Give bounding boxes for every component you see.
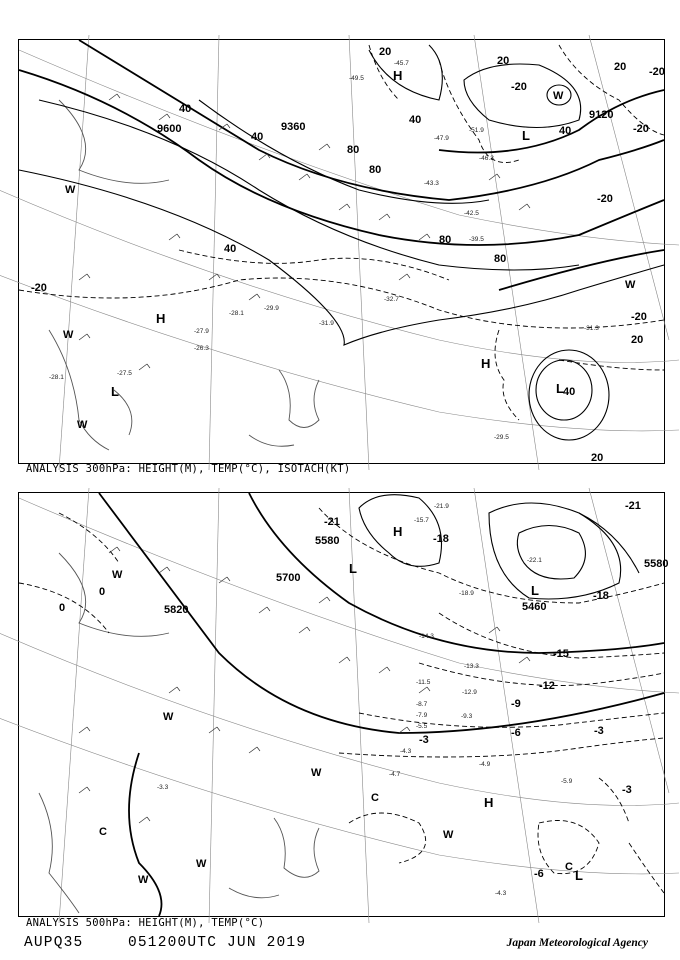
high-center-marker: H — [393, 68, 403, 83]
valid-time: 051200UTC JUN 2019 — [128, 935, 307, 951]
warm-center-marker: W — [553, 90, 564, 102]
isotach-label: 80 — [369, 164, 382, 176]
warm-center-marker: W — [196, 858, 207, 870]
temp-contour-label: -3 — [622, 784, 632, 796]
station-temp: -46.3 — [479, 155, 494, 162]
temp-contour-label: -12 — [539, 680, 555, 692]
warm-center-marker: W — [443, 829, 454, 841]
isotach-label: 20 — [379, 46, 392, 58]
temp-contour-label: -21 — [625, 500, 641, 512]
warm-center-marker: W — [77, 419, 88, 431]
graticule-lines — [0, 488, 679, 923]
station-temp: -4.3 — [400, 748, 412, 755]
warm-center-marker: W — [311, 767, 322, 779]
station-temp: -31.3 — [584, 325, 599, 332]
analysis-300hpa-map — [18, 39, 665, 464]
temp-contour-label: -20 — [597, 193, 613, 205]
high-center-marker: H — [484, 795, 494, 810]
station-temp: -4.3 — [495, 890, 507, 897]
isotach-label: 40 — [179, 103, 192, 115]
height-label-9360: 9360 — [281, 121, 306, 133]
station-temp: -29.9 — [264, 305, 279, 312]
low-center-marker: L — [522, 128, 530, 143]
high-center-marker: H — [481, 356, 491, 371]
warm-center-marker: W — [63, 329, 74, 341]
station-temp: -15.7 — [414, 517, 429, 524]
station-temp: -4.9 — [479, 761, 491, 768]
height-label-9600: 9600 — [157, 123, 182, 135]
isotach-label: 20 — [631, 334, 644, 346]
station-temp: -12.9 — [462, 689, 477, 696]
station-temp: -14.3 — [419, 633, 434, 640]
temp-contour-label: -18 — [593, 590, 609, 602]
low-center-marker: L — [111, 384, 119, 399]
low-center-marker: L — [531, 583, 539, 598]
station-temp: -47.9 — [434, 135, 449, 142]
caption-300hpa: ANALYSIS 300hPa: HEIGHT(M), TEMP(°C), ISOTACH(KT) — [26, 463, 351, 475]
isotach-label: 80 — [494, 253, 507, 265]
height-label-5580: 5580 — [315, 535, 340, 547]
station-temp: -28.1 — [229, 310, 244, 317]
station-temp: -11.5 — [416, 679, 431, 686]
agency-name: Japan Meteorological Agency — [506, 937, 648, 949]
high-center-marker: H — [156, 311, 166, 326]
chart-id: AUPQ35 — [24, 935, 84, 951]
station-temp: -5.5 — [416, 723, 428, 730]
station-temp: -21.9 — [434, 503, 449, 510]
temp-contour-label: -20 — [633, 123, 649, 135]
station-temp: -13.3 — [464, 663, 479, 670]
temp-contour-label: -20 — [511, 81, 527, 93]
isotach-label: 40 — [224, 243, 237, 255]
isotach-label: 80 — [439, 234, 452, 246]
map-500hpa-svg — [19, 493, 669, 916]
graticule-lines — [0, 35, 679, 470]
warm-center-marker: W — [625, 279, 636, 291]
station-temp: -49.5 — [349, 75, 364, 82]
caption-500hpa: ANALYSIS 500hPa: HEIGHT(M), TEMP(°C) — [26, 917, 265, 929]
station-temp: -7.9 — [416, 712, 428, 719]
cold-center-marker: C — [371, 792, 379, 804]
height-label-5700: 5700 — [276, 572, 301, 584]
station-temp: -51.9 — [469, 127, 484, 134]
station-temp: -42.5 — [464, 210, 479, 217]
temp-contour-label: -6 — [534, 868, 544, 880]
temp-contour-label: -21 — [324, 516, 340, 528]
warm-center-marker: W — [163, 711, 174, 723]
isotach-label: 40 — [409, 114, 422, 126]
secondary-contours — [359, 495, 639, 599]
warm-center-marker: W — [138, 874, 149, 886]
high-center-marker: H — [393, 524, 403, 539]
station-temp: -4.7 — [389, 771, 401, 778]
isotach-contours — [19, 45, 664, 440]
height-contours — [99, 493, 664, 916]
cold-center-marker: C — [99, 826, 107, 838]
temp-contour-label: -20 — [649, 66, 665, 78]
station-temp: -22.1 — [527, 557, 542, 564]
low-center-marker: L — [556, 381, 564, 396]
station-temp: -45.7 — [394, 60, 409, 67]
warm-center-marker: W — [65, 184, 76, 196]
low-center-marker: L — [349, 561, 357, 576]
temp-contour-label: -18 — [433, 533, 449, 545]
station-temp: -39.5 — [469, 236, 484, 243]
temp-contour-label: -9 — [511, 698, 521, 710]
isotach-label: 40 — [559, 125, 572, 137]
station-temp: -18.9 — [459, 590, 474, 597]
station-temp: -32.7 — [384, 296, 399, 303]
cold-center-marker: C — [565, 861, 573, 873]
temp-contour-label: -6 — [511, 727, 521, 739]
warm-center-marker: W — [112, 569, 123, 581]
height-label-5460: 5460 — [522, 601, 547, 613]
height-label-5820: 5820 — [164, 604, 189, 616]
station-temp: -43.3 — [424, 180, 439, 187]
height-contours — [19, 40, 664, 290]
isotach-label: 20 — [591, 452, 604, 464]
station-temp: -26.3 — [194, 345, 209, 352]
temp-contour-label: 0 — [99, 586, 106, 598]
station-temp: -27.9 — [194, 328, 209, 335]
height-label-5580: 5580 — [644, 558, 669, 570]
station-temp: -9.3 — [461, 713, 473, 720]
isotherms — [19, 508, 664, 893]
height-label-9120: 9120 — [589, 109, 614, 121]
temp-contour-label: -15 — [553, 648, 569, 660]
temp-contour-label: -3 — [594, 725, 604, 737]
temp-contour-label: -20 — [31, 282, 47, 294]
station-temp: -27.5 — [117, 370, 132, 377]
station-temp: -3.3 — [157, 784, 169, 791]
isotach-label: 20 — [497, 55, 510, 67]
low-center-marker: L — [575, 868, 583, 883]
isotach-label: 40 — [251, 131, 264, 143]
station-temp: -31.9 — [319, 320, 334, 327]
isotach-label: 80 — [347, 144, 360, 156]
isotach-label: 20 — [614, 61, 627, 73]
temp-contour-label: -20 — [631, 311, 647, 323]
map-300hpa-svg — [19, 40, 664, 463]
analysis-500hpa-map — [18, 492, 669, 917]
temp-contour-label: -3 — [419, 734, 429, 746]
isotach-label: 40 — [563, 386, 576, 398]
station-temp: -28.1 — [49, 374, 64, 381]
wind-barbs — [79, 547, 530, 823]
temp-contour-label: 0 — [59, 602, 66, 614]
station-temp: -8.7 — [416, 701, 428, 708]
station-temp: -29.5 — [494, 434, 509, 441]
station-temp: -5.9 — [561, 778, 573, 785]
